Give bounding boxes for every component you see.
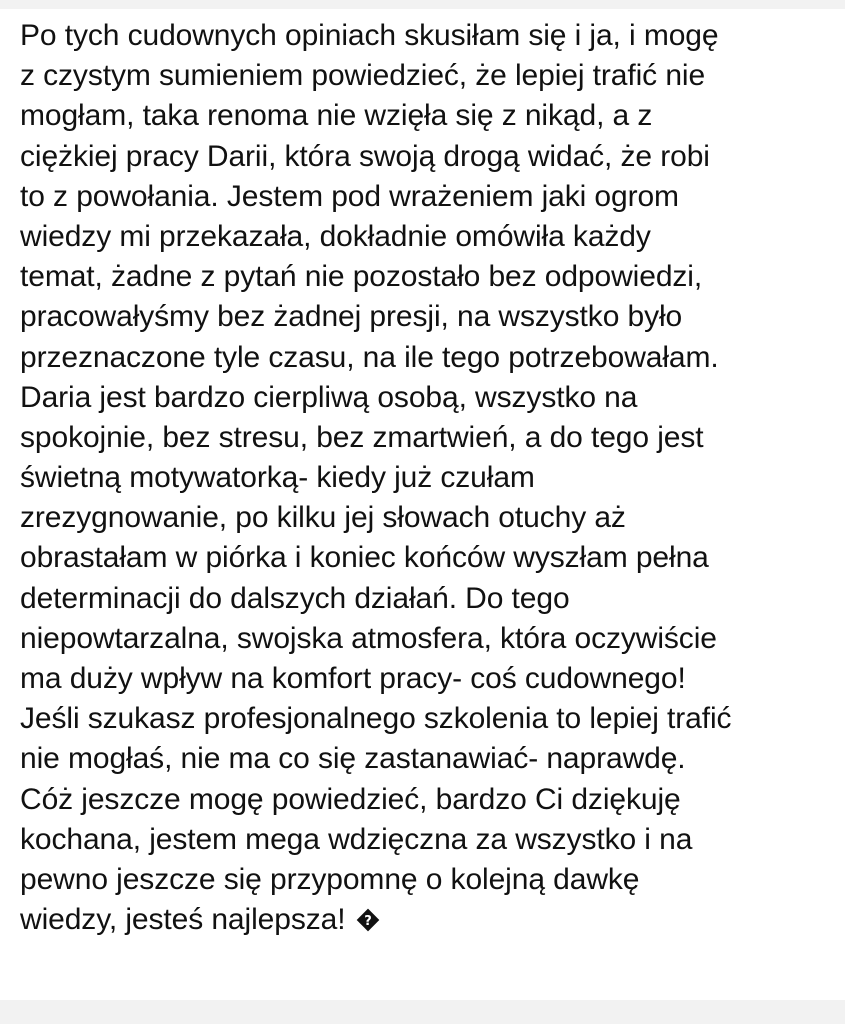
top-background-band: [0, 0, 845, 9]
review-line: świetną motywatorką- kiedy już czułam: [20, 461, 535, 495]
review-line: przeznaczone tyle czasu, na ile tego potrzebowałam.: [20, 340, 719, 374]
review-line: spokojnie, bez stresu, bez zmartwień, a do tego jest: [20, 420, 704, 454]
review-line: Cóż jeszcze mogę powiedzieć, bardzo Ci dziękuję: [20, 782, 681, 816]
review-line: pewno jeszcze się przypomnę o kolejną dawkę: [20, 862, 640, 896]
unknown-emoji-icon: [355, 907, 381, 933]
review-line: Daria jest bardzo cierpliwą osobą, wszystko na: [20, 380, 638, 414]
review-line: Jeśli szukasz profesjonalnego szkolenia to lepiej trafić: [20, 702, 732, 736]
review-last-line: [20, 900, 840, 940]
review-line: mogłam, taka renoma nie wzięła się z nikąd, a z: [20, 99, 653, 133]
review-line: temat, żadne z pytań nie pozostało bez odpowiedzi,: [20, 260, 703, 294]
review-text: [20, 16, 840, 940]
review-line: to z powołania. Jestem pod wrażeniem jaki ogrom: [20, 179, 679, 213]
review-line: obrastałam w piórka i koniec końców wyszłam pełna: [20, 541, 709, 575]
review-line: kochana, jestem mega wdzięczna za wszystko i na: [20, 822, 693, 856]
review-line: wiedzy, jesteś najlepsza!: [20, 903, 346, 937]
svg-text:?: ?: [364, 914, 373, 930]
review-line: pracowałyśmy bez żadnej presji, na wszystko było: [20, 300, 683, 334]
review-line: determinacji do dalszych działań. Do tego: [20, 581, 570, 615]
review-line: ciężkiej pracy Darii, która swoją drogą widać, że robi: [20, 139, 710, 173]
bottom-background-band: [0, 1000, 845, 1024]
review-line: wiedzy mi przekazała, dokładnie omówiła każdy: [20, 219, 651, 253]
review-line: niepowtarzalna, swojska atmosfera, która oczywiście: [20, 621, 717, 655]
review-line: ma duży wpływ na komfort pracy- coś cudownego!: [20, 662, 686, 695]
review-line: nie mogłaś, nie ma co się zastanawiać- naprawdę.: [20, 742, 686, 776]
review-line: zrezygnowanie, po kilku jej słowach otuchy aż: [20, 501, 626, 535]
review-line: z czystym sumieniem powiedzieć, że lepiej trafić nie: [20, 59, 706, 93]
review-line: Po tych cudownych opiniach skusiłam się i ja, i mogę: [20, 19, 719, 52]
